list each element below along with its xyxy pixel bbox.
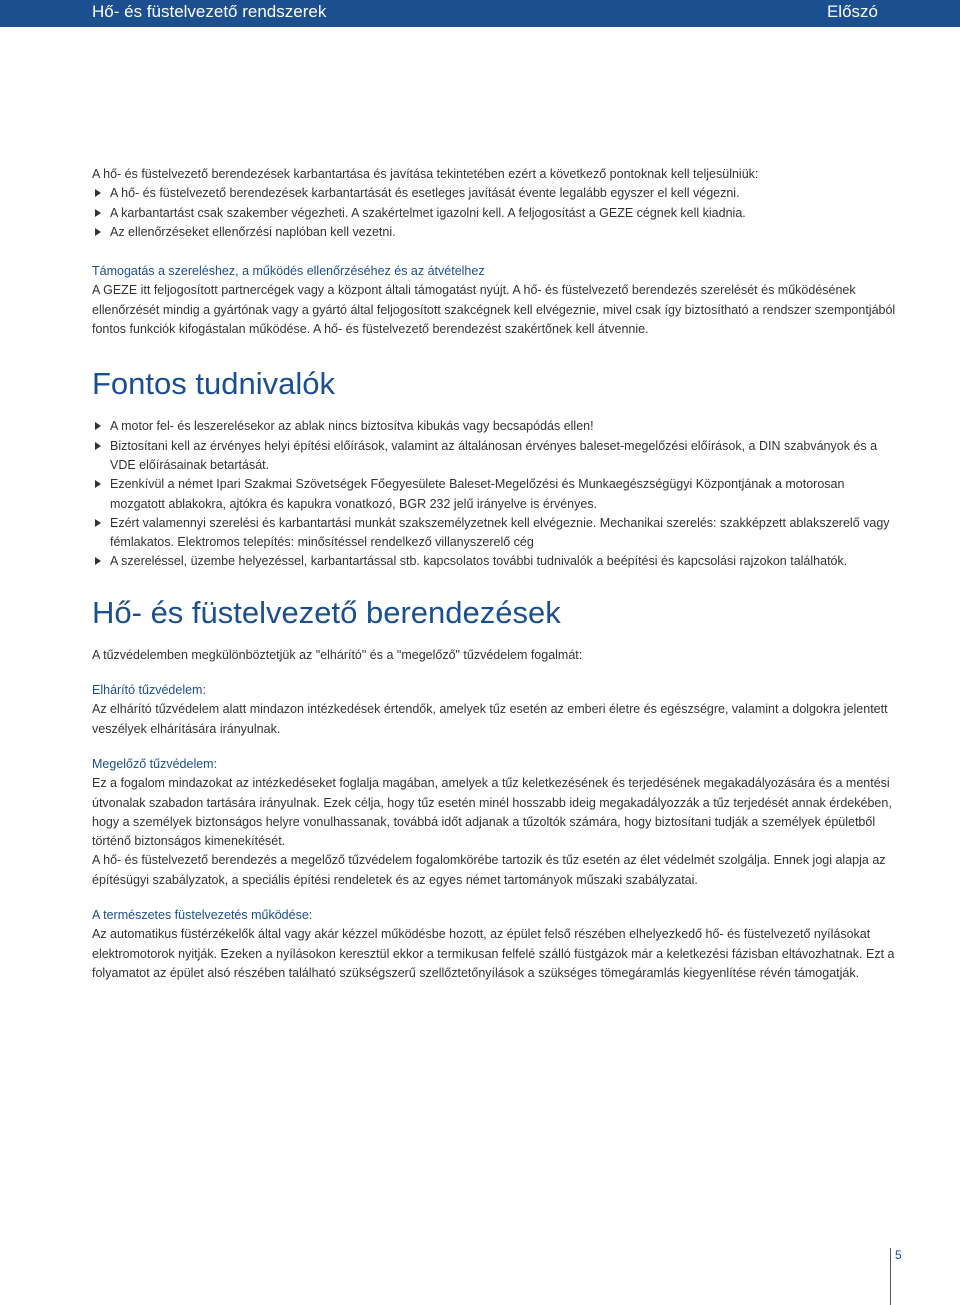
important-list (92, 417, 902, 571)
bullet-arrow-icon (95, 228, 101, 236)
systems-heading: Hő- és füstelvezető berendezések (92, 594, 561, 630)
list-item: A hő- és füstelvezető berendezések karbantartását és esetleges javítását évente legalább egyszer el kell végezni. (92, 184, 902, 203)
bullet-arrow-icon (95, 209, 101, 217)
page-number: 5 (895, 1248, 902, 1262)
preventive-heading: Megelőző tűzvédelem: (92, 756, 218, 771)
list-item: A karbantartást csak szakember végezheti. A szakértelmet igazolni kell. A feljogosítást a GEZE cégnek kell kiadnia. (92, 204, 902, 223)
preventive-body-2: A hő- és füstelvezető berendezés a megelőző tűzvédelem fogalomkörébe tartozik és tűz esetén az élet védelmét szolgálja. Ennek jogi alapja az építésügyi szabályzatok, a speciális építési rendeletek és az egyes német tartományok műszaki szabályzatai. (92, 853, 886, 887)
bullet-arrow-icon (95, 519, 101, 527)
bullet-arrow-icon (95, 480, 101, 488)
header-bar (0, 0, 960, 27)
bullet-arrow-icon (95, 442, 101, 450)
list-item: Biztosítani kell az érvényes helyi építési előírások, valamint az általánosan érvényes baleset-megelőzési előírások, a DIN szabványok és a VDE előírásainak betartását. (92, 437, 902, 476)
maintenance-intro: A hő- és füstelvezető berendezések karbantartása és javítása tekintetében ezért a következő pontoknak kell teljesülniük: (92, 167, 759, 181)
page-content (92, 165, 902, 983)
header-title: Hő- és füstelvezető rendszerek (92, 2, 327, 21)
footer-divider (890, 1248, 891, 1305)
natural-body: Az automatikus füstérzékelők által vagy akár kézzel működésbe hozott, az épület felső részében elhelyezkedő hő- és füstelvezető nyílásokat elektromotorok nyitják. Ezeken a nyílásokon keresztül ekkor a termikusan felfelé szálló füstgázok már a keletkezési fázisban eltávozhatnak. Ezt a folyamatot az épület alsó részében található szükségszerű szellőztetőnyílások a szükséges tömegáramlás kiegyenlítése révén támogatják. (92, 927, 895, 980)
bullet-arrow-icon (95, 422, 101, 430)
bullet-arrow-icon (95, 557, 101, 565)
list-item: A szereléssel, üzembe helyezéssel, karbantartással stb. kapcsolatos további tudnivalók a beépítési és kapcsolási rajzokon találhatók. (92, 552, 902, 571)
natural-heading: A természetes füstelvezetés működése: (92, 908, 313, 923)
bullet-arrow-icon (95, 189, 101, 197)
list-item: Ezért valamennyi szerelési és karbantartási munkát szakszemélyzetnek kell elvégeznie. Mechanikai szerelés: szakképzett ablakszerelő vagy fémlakatos. Elektromos telepítés: minősítéssel rendelkező villanyszerelő cég (92, 514, 902, 553)
important-heading: Fontos tudnivalók (92, 366, 335, 402)
support-heading: Támogatás a szereléshez, a működés ellenőrzéséhez és az átvételhez (92, 264, 485, 279)
header-link-preface[interactable]: Előszó (826, 2, 878, 21)
preventive-body-1: Ez a fogalom mindazokat az intézkedéseket foglalja magában, amelyek a tűz keletkezésének és terjedésének megakadályozására és a mentési útvonalak szabadon tartására irányulnak. Ezek célja, hogy tűz esetén minél hosszabb ideig megakadályozzák a tűz terjedését annak érdekében, hogy a személyek biztonságos helyre vonulhassanak, továbbá időt adjanak a tűzoltók számára, hogy biztosítani tudják a személyek épületből történő biztonságos kimenekítését. (92, 776, 892, 849)
defensive-heading: Elhárító tűzvédelem: (92, 683, 206, 698)
support-body: A GEZE itt feljogosított partnercégek vagy a központ általi támogatást nyújt. A hő- és füstelvezető berendezés szerelését és működésének ellenőrzését mindig a gyártónak vagy a gyártó által feljogosított szakcégnek kell elvégeznie, mivel csak így biztosítható a rendszer szempontjából fontos funkciók kifogástalan működése. A hő- és füstelvezető berendezést szakértőnek kell átvennie. (92, 283, 896, 337)
list-item: Az ellenőrzéseket ellenőrzési naplóban kell vezetni. (92, 223, 902, 242)
list-item: Ezenkívül a német Ipari Szakmai Szövetségek Főegyesülete Baleset-Megelőzési és Munkaegészségügyi Központjának a motorosan mozgatott ablakokra, ajtókra és kapukra vonatkozó, BGR 232 jelű irányelve is érvényes. (92, 475, 902, 514)
defensive-body: Az elhárító tűzvédelem alatt mindazon intézkedések értendők, amelyek tűz esetén az emberi életre és egészségre, valamint a dolgokra jelentett veszélyek elhárítására irányulnak. (92, 702, 888, 736)
maintenance-list (92, 184, 902, 242)
list-item: A motor fel- és leszerelésekor az ablak nincs biztosítva kibukás vagy becsapódás ellen! (92, 417, 902, 436)
systems-intro: A tűzvédelemben megkülönböztetjük az "elhárító" és a "megelőző" tűzvédelem fogalmát: (92, 647, 583, 662)
